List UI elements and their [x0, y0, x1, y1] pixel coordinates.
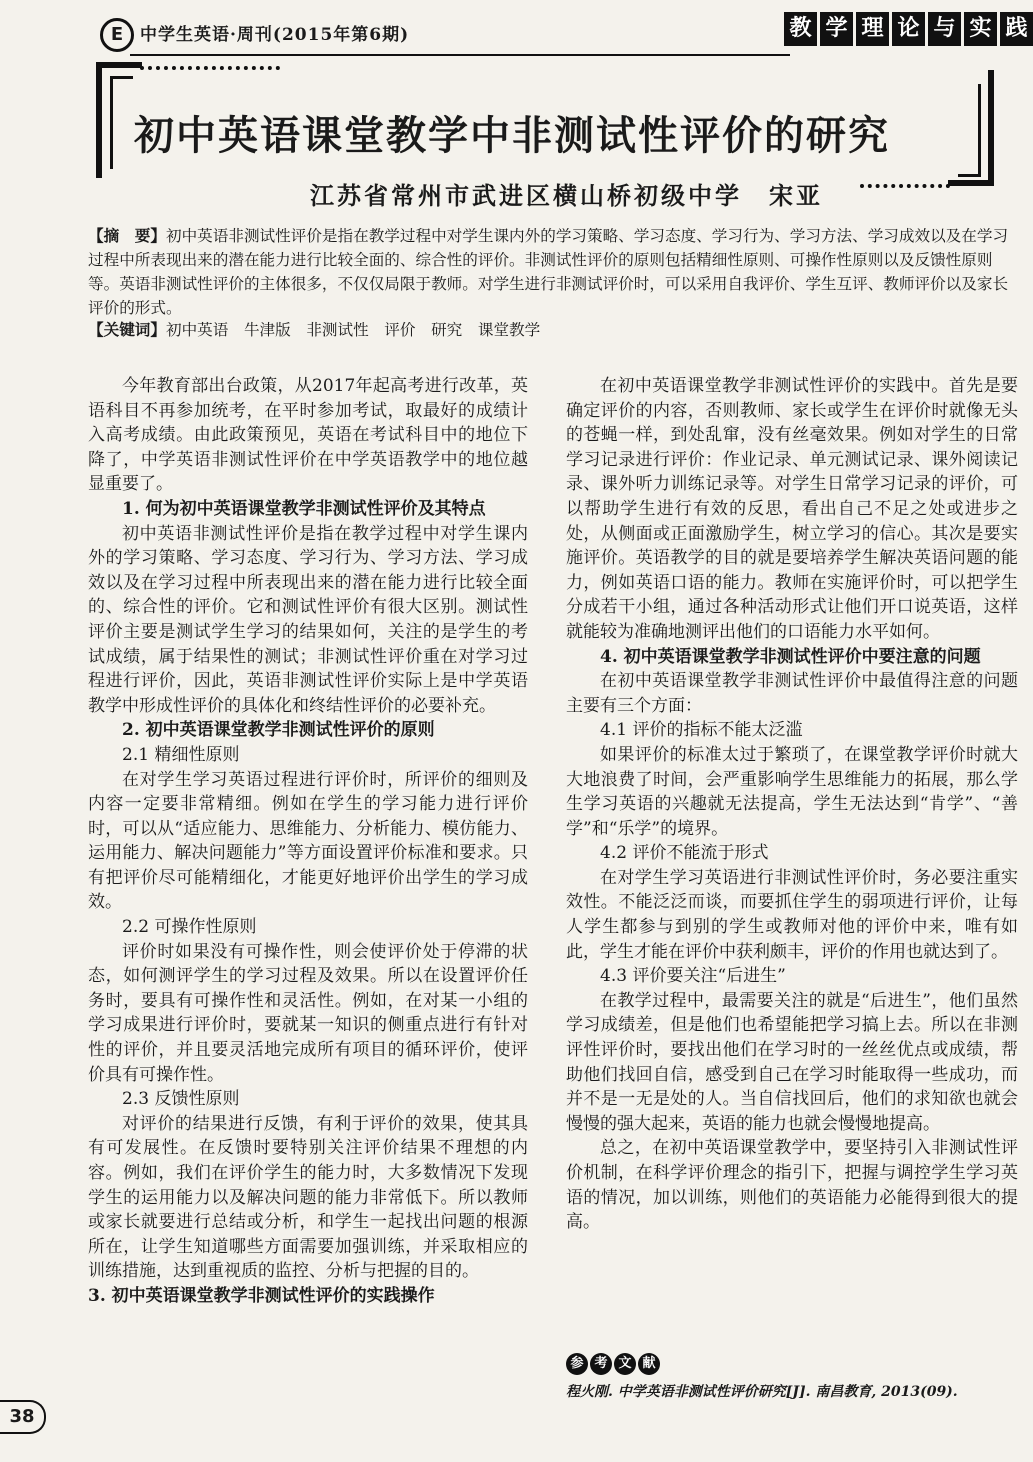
- body-paragraph: 如果评价的标准太过于繁琐了，在课堂教学评价时就大大地浪费了时间，会严重影响学生思维能力的拓展，那么学生学习英语的兴趣就无法提高，学生无法达到“肯学”、“善学”和“乐学”的境界。: [566, 744, 1018, 839]
- body-paragraph: 在教学过程中，最需要关注的就是“后进生”，他们虽然学习成绩差，但是他们也希望能把学习搞上去。所以在非测评性评价时，要找出他们在学习时的一丝丝优点或成绩，帮助他们找回自信，感受到自己在学习时能取得一些成功，而并不是一无是处的人。当自信找回后，他们的求知欲也就会慢慢的强大起来，英语的能力也就会慢慢地提高。: [566, 990, 1018, 1134]
- abstract-text: 初中英语非测试性评价是指在教学过程中对学生课内外的学习策略、学习态度、学习行为、学习方法、学习成效以及在学习过程中所表现出来的潜在能力进行比较全面的、综合性的评价。非测试性评价的原则包括精细性原则、可操作性原则以及反馈性原则等。英语非测试性评价的主体很多，不仅仅局限于教师。对学生进行非测试评价时，可以采用自我评价、学生互评、教师评价以及家长评价的形式。: [88, 227, 1009, 317]
- section-tag-char: 实: [964, 12, 997, 46]
- keywords-text: 初中英语 牛津版 非测试性 评价 研究 课堂教学: [165, 321, 541, 339]
- title-frame-dots: [860, 184, 950, 188]
- abstract-label: 【摘 要】: [88, 226, 166, 245]
- body-column-right: [566, 374, 1018, 1235]
- references-badge-char: 参: [566, 1353, 588, 1375]
- section-tag-char: 学: [820, 12, 853, 46]
- section-heading: 1. 何为初中英语课堂教学非测试性评价及其特点: [122, 498, 486, 519]
- conclusion-paragraph: 总之，在初中英语课堂教学中，要坚持引入非测试性评价机制，在科学评价理念的指引下，把握与调控学生学习英语的情况，加以训练，则他们的英语能力必能得到很大的提高。: [566, 1138, 1018, 1233]
- subsection-heading: 4.2 评价不能流于形式: [600, 843, 769, 864]
- section-tag: [784, 12, 1033, 46]
- section-tag-char: 教: [784, 12, 817, 46]
- subsection-heading: 4.1 评价的指标不能太泛滥: [600, 720, 803, 741]
- subsection-heading: 2.1 精细性原则: [122, 744, 240, 765]
- section-tag-char: 理: [856, 12, 889, 46]
- keywords: [88, 318, 1020, 342]
- section-tag-char: 论: [892, 12, 925, 46]
- body-paragraph: 在对学生学习英语过程进行评价时，所评价的细则及内容一定要非常精细。例如在学生的学习能力进行评价时，可以从“适应能力、思维能力、分析能力、模仿能力、运用能力、解决问题能力”等方面设置评价标准和要求。只有把评价尽可能精细化，才能更好地评价出学生的学习成效。: [88, 769, 528, 913]
- subsection-heading: 4.3 评价要关注“后进生”: [600, 966, 786, 987]
- journal-name: 中学生英语·周刊(2015年第6期): [140, 25, 410, 45]
- body-paragraph: 对评价的结果进行反馈，有利于评价的效果，使其具有可发展性。在反馈时要特别关注评价结果不理想的内容。例如，我们在评价学生的能力时，大多数情况下发现学生的运用能力以及解决问题的能力非常低下。所以教师或家长就要进行总结或分析，和学生一起找出问题的根源所在，让学生知道哪些方面需要加强训练，并采取相应的训练措施，达到重视质的监控、分析与把握的目的。: [88, 1113, 528, 1282]
- section-heading: 3. 初中英语课堂教学非测试性评价的实践操作: [88, 1285, 435, 1306]
- page-number: 38: [0, 1400, 46, 1434]
- references: [566, 1352, 1018, 1401]
- section-heading: 4. 初中英语课堂教学非测试性评价中要注意的问题: [600, 646, 981, 667]
- journal-logo-icon: E: [100, 18, 134, 52]
- body-paragraph: 在对学生学习英语进行非测试性评价时，务必要注重实效性。不能泛泛而谈，而要抓住学生的弱项进行评价，让每人学生都参与到别的学生或教师对他的评价中来，唯有如此，学生才能在评价中获利颇丰，评价的作用也就达到了。: [566, 867, 1018, 962]
- subsection-heading: 2.3 反馈性原则: [122, 1089, 240, 1110]
- article-author: 江苏省常州市武进区横山桥初级中学 宋亚: [310, 181, 823, 210]
- references-badge: [566, 1353, 660, 1375]
- article-title: 初中英语课堂教学中非测试性评价的研究: [134, 112, 890, 159]
- section-tag-char: 与: [928, 12, 961, 46]
- intro-paragraph: 今年教育部出台政策，从2017年起高考进行改革，英语科目不再参加统考，在平时参加考试，取最好的成绩计入高考成绩。由此政策预见，英语在考试科目中的地位下降了，中学英语非测试性评价在中学英语教学中的地位越显重要了。: [88, 376, 528, 495]
- keywords-label: 【关键词】: [88, 320, 166, 339]
- body-paragraph: 评价时如果没有可操作性，则会使评价处于停滞的状态，如何测评学生的学习过程及效果。所以在设置评价任务时，要具有可操作性和灵活性。例如，在对某一小组的学习成果进行评价时，要就某一知识的侧重点进行有针对性的评价，并且要灵活地完成所有项目的循环评价，使评价具有可操作性。: [88, 941, 528, 1085]
- references-badge-char: 献: [638, 1353, 660, 1375]
- references-badge-char: 文: [614, 1353, 636, 1375]
- header-rule: [130, 54, 790, 56]
- subsection-heading: 2.2 可操作性原则: [122, 917, 257, 938]
- section-heading: 2. 初中英语课堂教学非测试性评价的原则: [122, 720, 435, 741]
- body-paragraph: 初中英语非测试性评价是指在教学过程中对学生课内外的学习策略、学习态度、学习行为、学习方法、学习成效以及在学习过程中所表现出来的潜在能力进行比较全面的、综合性的评价。它和测试性评价有很大区别。测试性评价主要是测试学生学习的结果如何，关注的是学生的考试成绩，属于结果性的测试；非测试性评价重在对学习过程进行评价，因此，英语非测试性评价实际上是中学英语教学中形成性评价的具体化和终结性评价的必要补充。: [88, 523, 528, 716]
- reference-item: 程火刚. 中学英语非测试性评价研究[J]. 南昌教育, 2013(09).: [566, 1384, 958, 1400]
- section-tag-char: 践: [1000, 12, 1033, 46]
- title-frame-dots: [140, 66, 280, 70]
- body-paragraph: 在初中英语课堂教学非测试性评价中最值得注意的问题主要有三个方面：: [566, 671, 1018, 716]
- body-column-left: [88, 374, 528, 1309]
- abstract: [88, 224, 1020, 320]
- page-header: [0, 12, 1028, 52]
- references-badge-char: 考: [590, 1353, 612, 1375]
- body-paragraph: 在初中英语课堂教学非测试性评价的实践中。首先是要确定评价的内容，否则教师、家长或学生在评价时就像无头的苍蝇一样，到处乱窜，没有丝毫效果。例如对学生的日常学习记录进行评价：作业记录、单元测试记录、课外阅读记录、课外听力训练记录等。对学生日常学习记录的评价，可以帮助学生进行有效的反思，看出自己不足之处或进步之处，从侧面或正面激励学生，树立学习的信心。其次是要实施评价。英语教学的目的就是要培养学生解决英语问题的能力，例如英语口语的能力。教师在实施评价时，可以把学生分成若干小组，通过各种活动形式让他们开口说英语，这样就能较为准确地测评出他们的口语能力水平如何。: [566, 376, 1018, 642]
